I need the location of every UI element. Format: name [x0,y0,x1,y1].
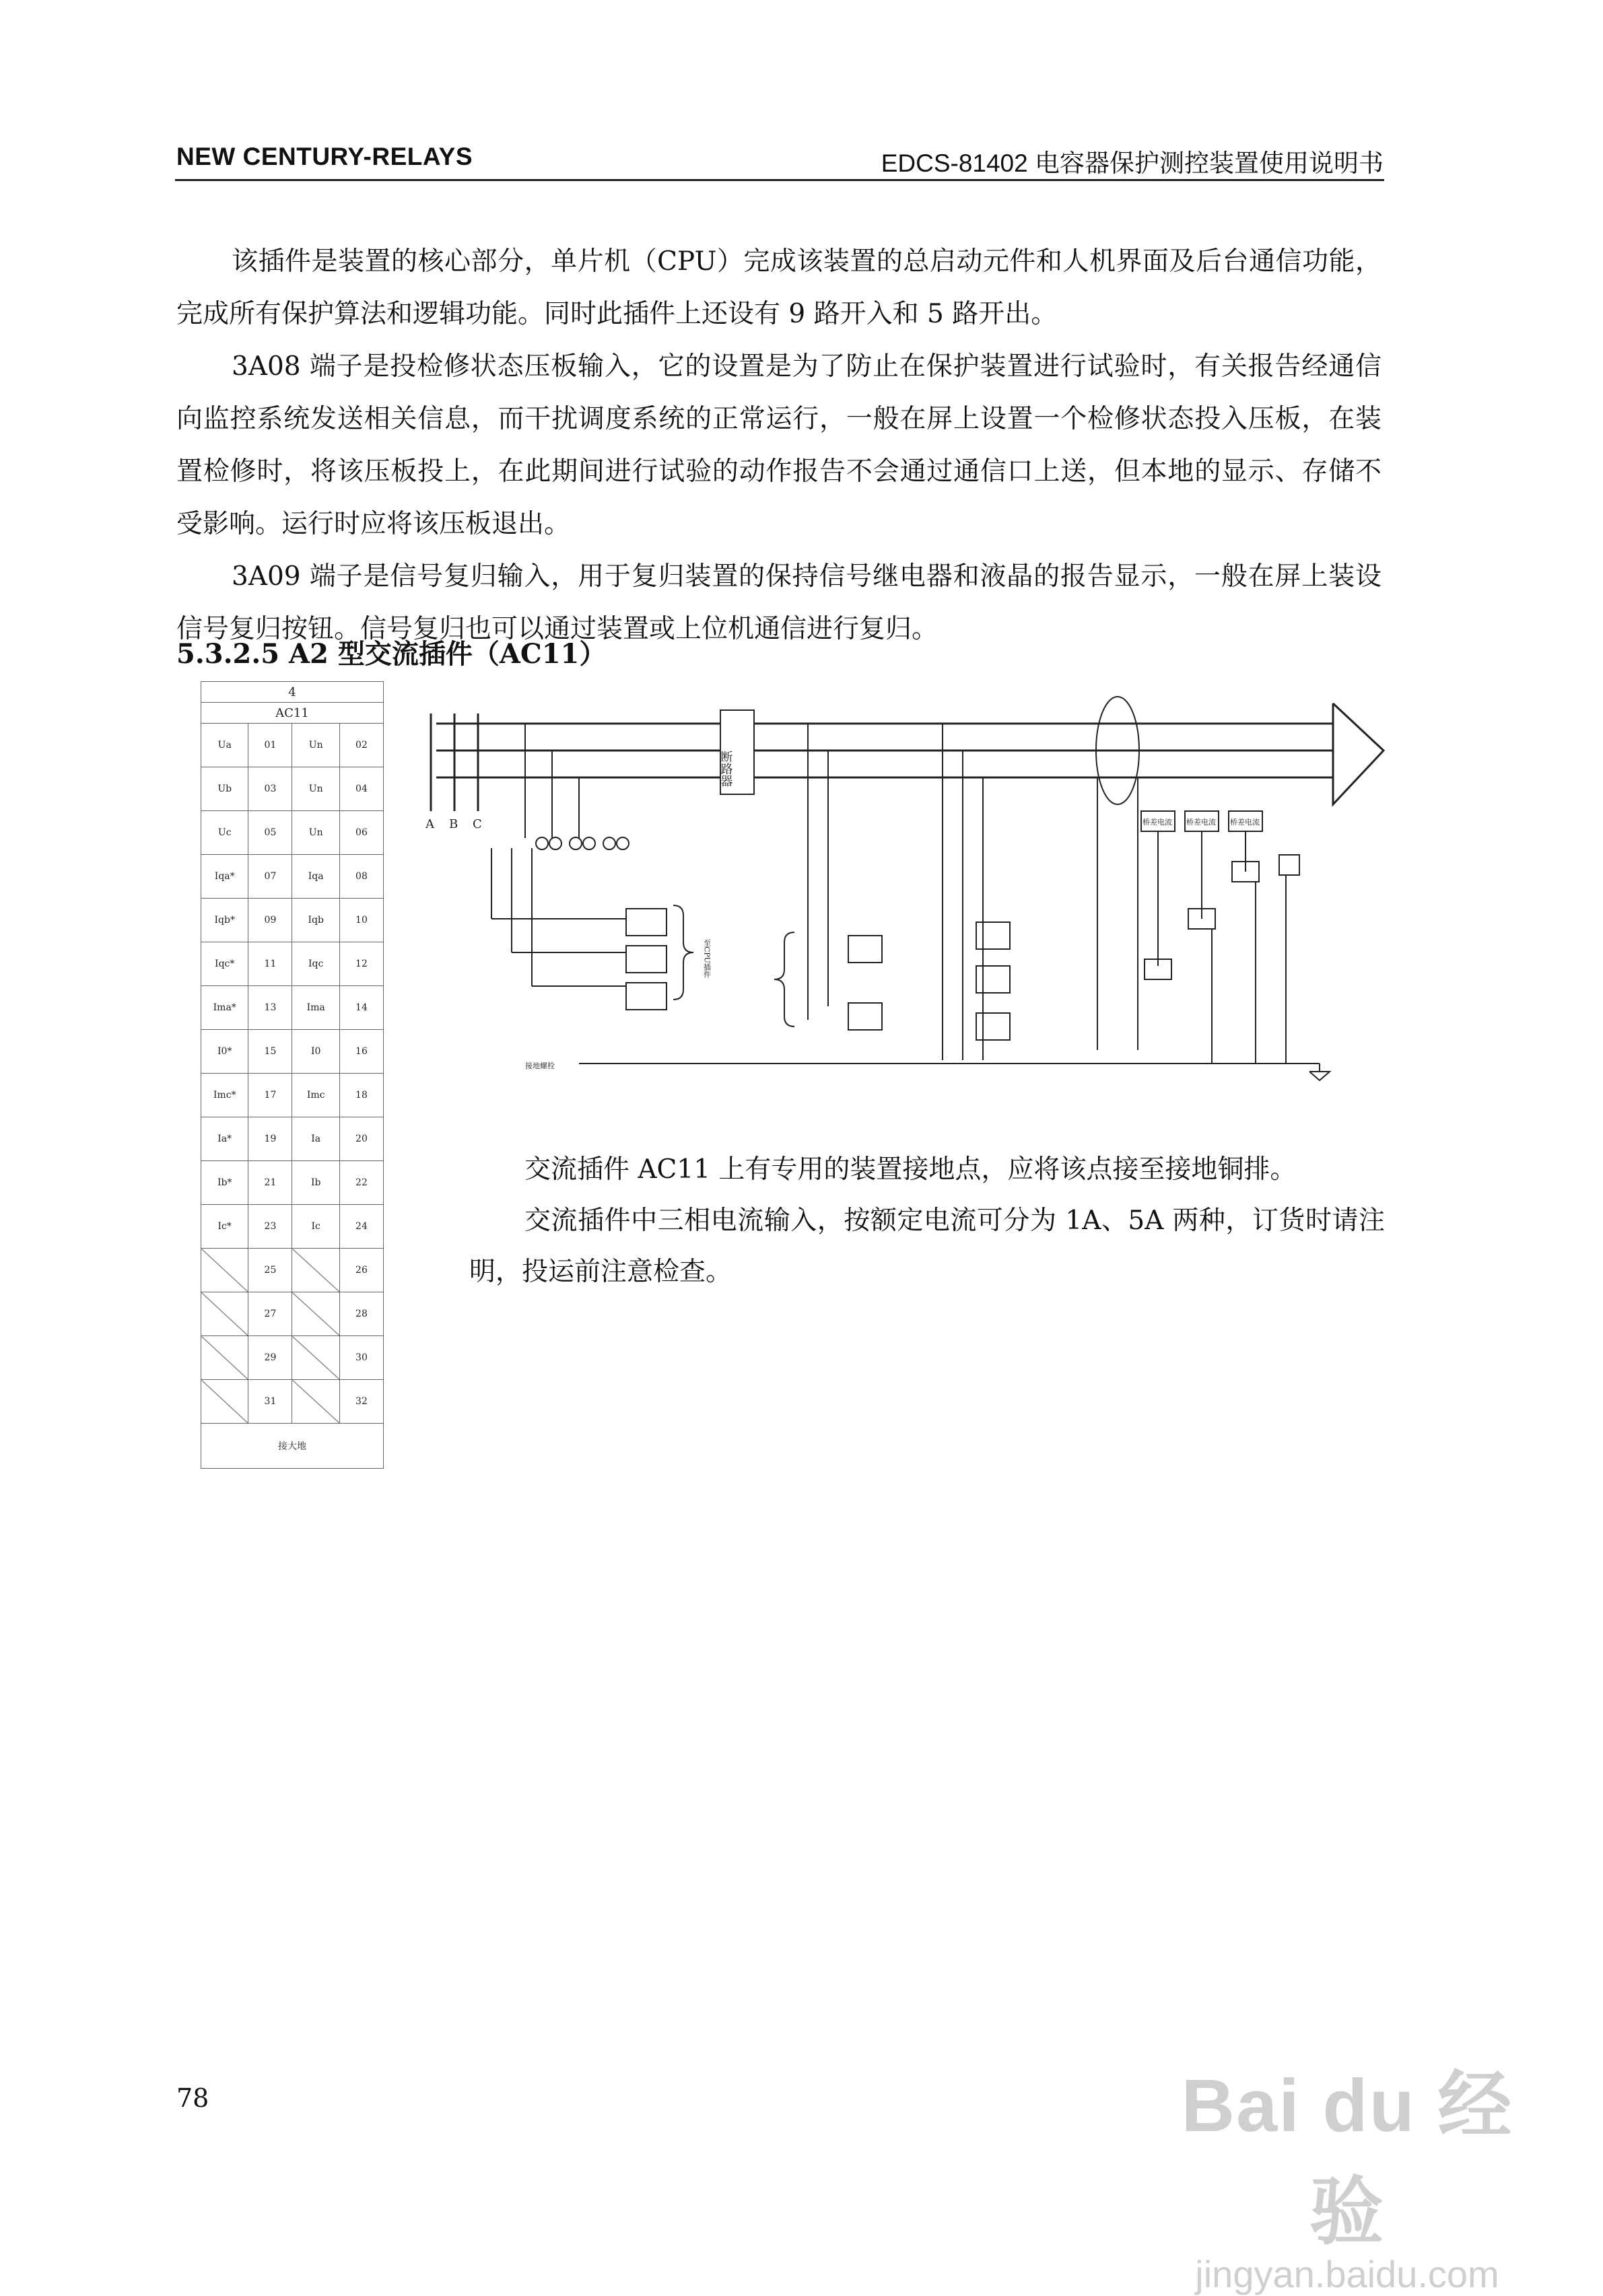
terminal-number: 26 [339,1249,383,1292]
terminal-signal: Ia* [201,1117,248,1161]
terminal-signal: Imc* [201,1074,248,1117]
terminal-signal: Ub [201,767,248,811]
terminal-number: 32 [339,1380,383,1424]
terminal-signal: Ib* [201,1161,248,1205]
phase-label-a: A [425,817,434,831]
terminal-row [201,1030,384,1074]
terminal-signal: Uc [201,811,248,855]
terminal-signal: Ic* [201,1205,248,1249]
terminal-number: 24 [339,1205,383,1249]
terminal-number: 18 [339,1074,383,1117]
terminal-footer: 接大地 [201,1424,384,1469]
paragraph-current-input: 交流插件中三相电流输入，按额定电流可分为 1A、5A 两种，订货时请注明，投运前注意检查。 [469,1206,1385,1287]
terminal-number: 17 [248,1074,292,1117]
terminal-signal: Ua [201,724,248,767]
terminal-unused-cell [292,1336,339,1380]
terminal-number: 04 [339,767,383,811]
terminal-signal: Ib [292,1161,339,1205]
terminal-unused-cell [292,1380,339,1424]
to-cpu-label: 至CPU插件 [702,939,712,978]
terminal-signal: Ia [292,1117,339,1161]
terminal-row [201,1380,384,1424]
terminal-header-num: 4 [201,682,384,703]
paragraph-3a09: 3A09 端子是信号复归输入，用于复归装置的保持信号继电器和液晶的报告显示，一般在屏上装设信号复归按钮。信号复归也可以通过装置或上位机通信进行复归。 [176,561,1382,644]
terminal-number: 07 [248,855,292,899]
terminal-signal: Ima* [201,986,248,1030]
terminal-row [201,1249,384,1292]
terminal-number: 31 [248,1380,292,1424]
terminal-number: 21 [248,1161,292,1205]
terminal-number: 13 [248,986,292,1030]
cap-label-3: 桥差电流 [1230,818,1260,827]
paragraph-ground-point: 交流插件 AC11 上有专用的装置接地点，应将该点接至接地铜排。 [524,1154,1297,1185]
terminal-number: 30 [339,1336,383,1380]
terminal-signal: Iqc [292,942,339,986]
terminal-number: 09 [248,899,292,942]
terminal-unused-cell [292,1292,339,1336]
watermark-url: jingyan.baidu.com [1195,2253,1499,2295]
terminal-signal: Iqb [292,899,339,942]
terminal-row [201,1336,384,1380]
terminal-row [201,1117,384,1161]
header-rule [175,179,1384,181]
baidu-watermark [1172,2046,1522,2296]
terminal-signal: Un [292,724,339,767]
terminal-number: 08 [339,855,383,899]
phase-label-b: B [449,817,458,831]
phase-label-c: C [473,817,482,831]
terminal-signal: Iqa* [201,855,248,899]
terminal-unused-cell [292,1249,339,1292]
paragraph-3a08: 3A08 端子是投检修状态压板输入，它的设置是为了防止在保护装置进行试验时，有关报告经通信向监控系统发送相关信息，而干扰调度系统的正常运行，一般在屏上设置一个检修状态投入压板，在装置检修时，将该压板投上，在此期间进行试验的动作报告不会通过通信口上送，但本地的显示、存储不受影响。运行时应将该压板退出。 [176,351,1382,539]
terminal-number: 20 [339,1117,383,1161]
circuit-diagram [417,683,1394,1107]
terminal-row [201,899,384,942]
terminal-signal: Ima [292,986,339,1030]
page-number: 78 [176,2083,209,2113]
breaker-label: 断路器 [718,751,733,787]
terminal-unused-cell [201,1380,248,1424]
cap-label-2: 桥差电流 [1186,818,1216,827]
terminal-signal: Iqb* [201,899,248,942]
terminal-rows [201,724,384,1424]
terminal-signal: Iqa [292,855,339,899]
terminal-signal: Ic [292,1205,339,1249]
terminal-row [201,942,384,986]
terminal-row [201,1074,384,1117]
watermark-brand: Bai du 经验 [1181,2064,1513,2254]
terminal-row [201,767,384,811]
terminal-number: 10 [339,899,383,942]
terminal-row [201,986,384,1030]
header-left: NEW CENTURY-RELAYS [176,143,473,170]
terminal-number: 29 [248,1336,292,1380]
terminal-number: 15 [248,1030,292,1074]
terminal-number: 12 [339,942,383,986]
section-title: 5.3.2.5 A2 型交流插件（AC11） [176,638,607,670]
terminal-number: 28 [339,1292,383,1336]
terminal-signal: Un [292,767,339,811]
terminal-number: 02 [339,724,383,767]
terminal-row [201,1161,384,1205]
ground-bolt-label: 接地螺栓 [525,1062,555,1070]
terminal-number: 06 [339,811,383,855]
terminal-signal: Iqc* [201,942,248,986]
terminal-unused-cell [201,1336,248,1380]
terminal-number: 14 [339,986,383,1030]
terminal-number: 27 [248,1292,292,1336]
header-right: EDCS-81402 电容器保护测控装置使用说明书 [881,149,1384,177]
terminal-row [201,811,384,855]
terminal-number: 19 [248,1117,292,1161]
terminal-unused-cell [201,1292,248,1336]
terminal-table [201,681,384,1469]
terminal-row [201,1205,384,1249]
terminal-number: 22 [339,1161,383,1205]
terminal-number: 16 [339,1030,383,1074]
terminal-row [201,1292,384,1336]
terminal-signal: I0* [201,1030,248,1074]
terminal-row [201,724,384,767]
terminal-number: 25 [248,1249,292,1292]
terminal-row [201,855,384,899]
terminal-number: 01 [248,724,292,767]
terminal-number: 11 [248,942,292,986]
paragraph-cpu: 该插件是装置的核心部分，单片机（CPU）完成该装置的总启动元件和人机界面及后台通信功能，完成所有保护算法和逻辑功能。同时此插件上还设有 9 路开入和 5 路开出。 [176,246,1382,329]
terminal-number: 23 [248,1205,292,1249]
terminal-signal: I0 [292,1030,339,1074]
terminal-header-name: AC11 [201,703,384,724]
terminal-unused-cell [201,1249,248,1292]
terminal-signal: Un [292,811,339,855]
terminal-signal: Imc [292,1074,339,1117]
cap-label-1: 桥差电流 [1142,818,1172,827]
terminal-number: 05 [248,811,292,855]
terminal-number: 03 [248,767,292,811]
